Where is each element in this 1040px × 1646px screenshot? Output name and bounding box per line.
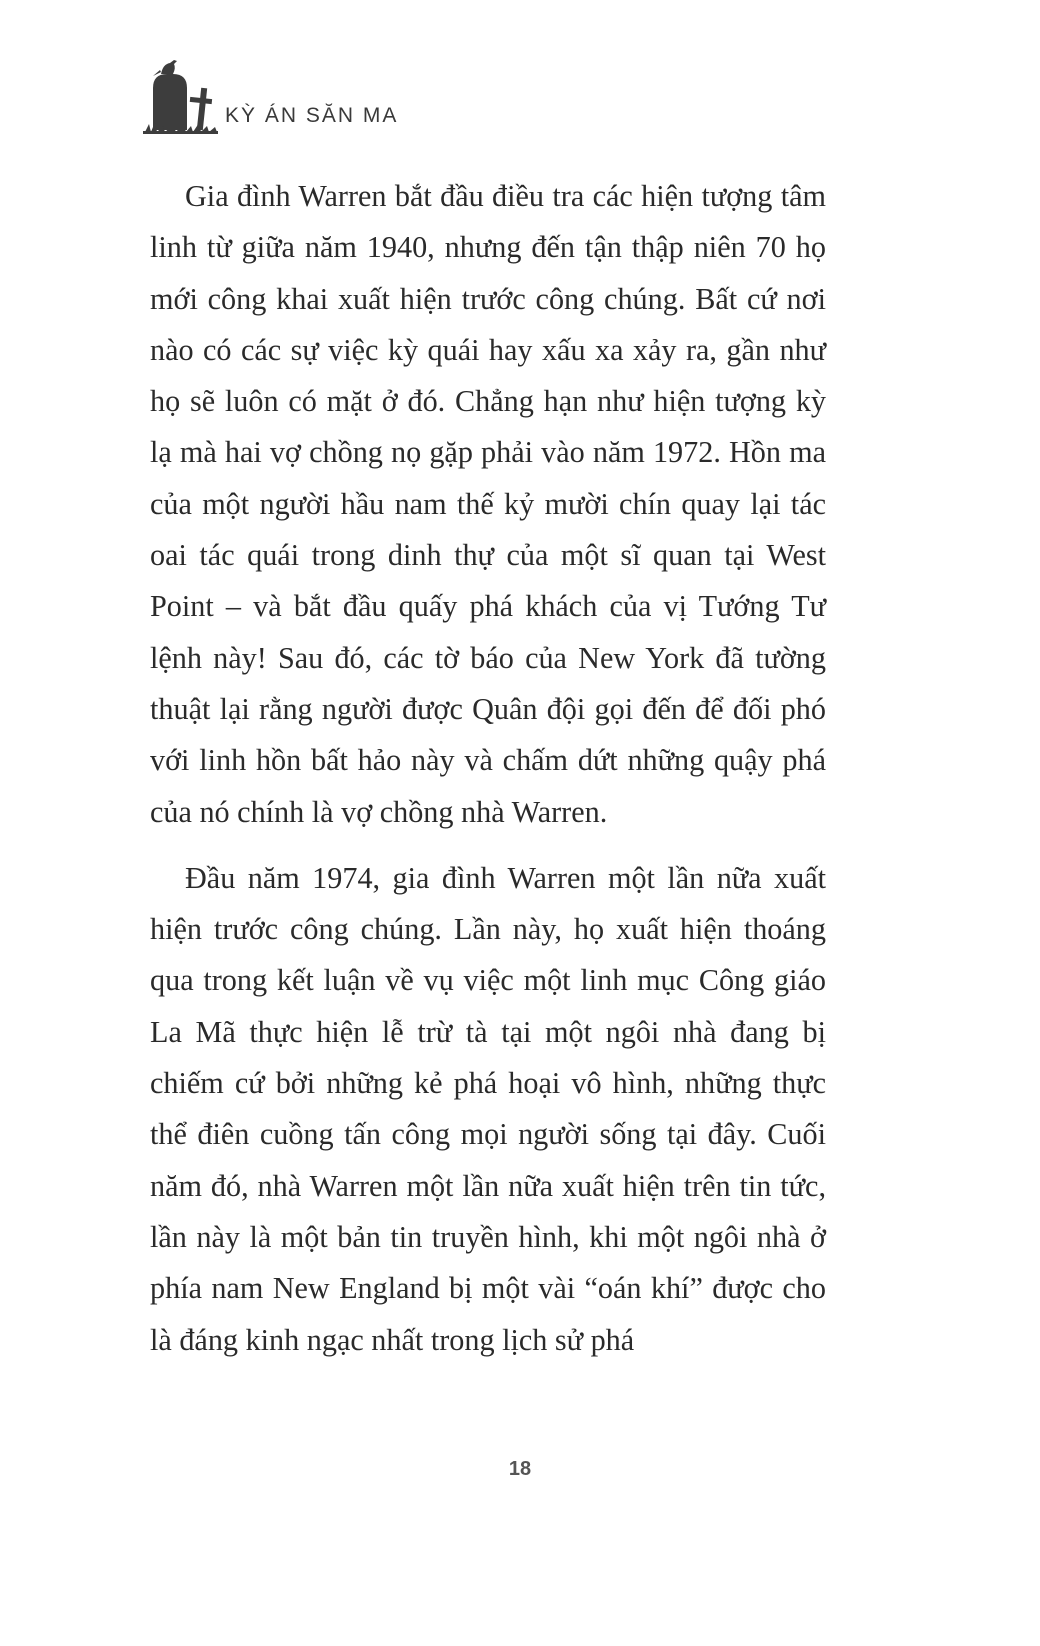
paragraph: Đầu năm 1974, gia đình Warren một lần nữa xuất hiện trước công chúng. Lần này, họ xuất hiện thoáng qua trong kết luận về vụ việc một linh mục Công giáo La Mã thực hiện lễ trừ tà tại một ngôi nhà đang bị chiếm cứ bởi những kẻ phá hoại vô hình, những thực thể điên cuồng tấn công mọi người sống tại đây. Cuối năm đó, nhà Warren một lần nữa xuất hiện trên tin tức, lần này là một bản tin truyền hình, khi một ngôi nhà ở phía nam New England bị một vài “oán khí” được cho là đáng kinh ngạc nhất trong lịch sử phá (150, 860, 826, 1357)
body-text (150, 171, 826, 1366)
page-number: 18 (508, 1458, 532, 1480)
gravestone-cross-crow-icon (143, 52, 218, 134)
running-header (143, 52, 543, 137)
paragraph: Gia đình Warren bắt đầu điều tra các hiện tượng tâm linh từ giữa năm 1940, nhưng đến tận thập niên 70 họ mới công khai xuất hiện trước công chúng. Bất cứ nơi nào có các sự việc kỳ quái hay xấu xa xảy ra, gần như họ sẽ luôn có mặt ở đó. Chẳng hạn như hiện tượng kỳ lạ mà hai vợ chồng nọ gặp phải vào năm 1972. Hồn ma của một người hầu nam thế kỷ mười chín quay lại tác oai tác quái trong dinh thự của một sĩ quan tại West Point – và bắt đầu quấy phá khách của vị Tướng Tư lệnh này! Sau đó, các tờ báo của New York đã tường thuật lại rằng người được Quân đội gọi đến để đối phó với linh hồn bất hảo này và chấm dứt những quậy phá của nó chính là vợ chồng nhà Warren. (150, 179, 826, 829)
book-title: KỲ ÁN SĂN MA (225, 104, 399, 127)
